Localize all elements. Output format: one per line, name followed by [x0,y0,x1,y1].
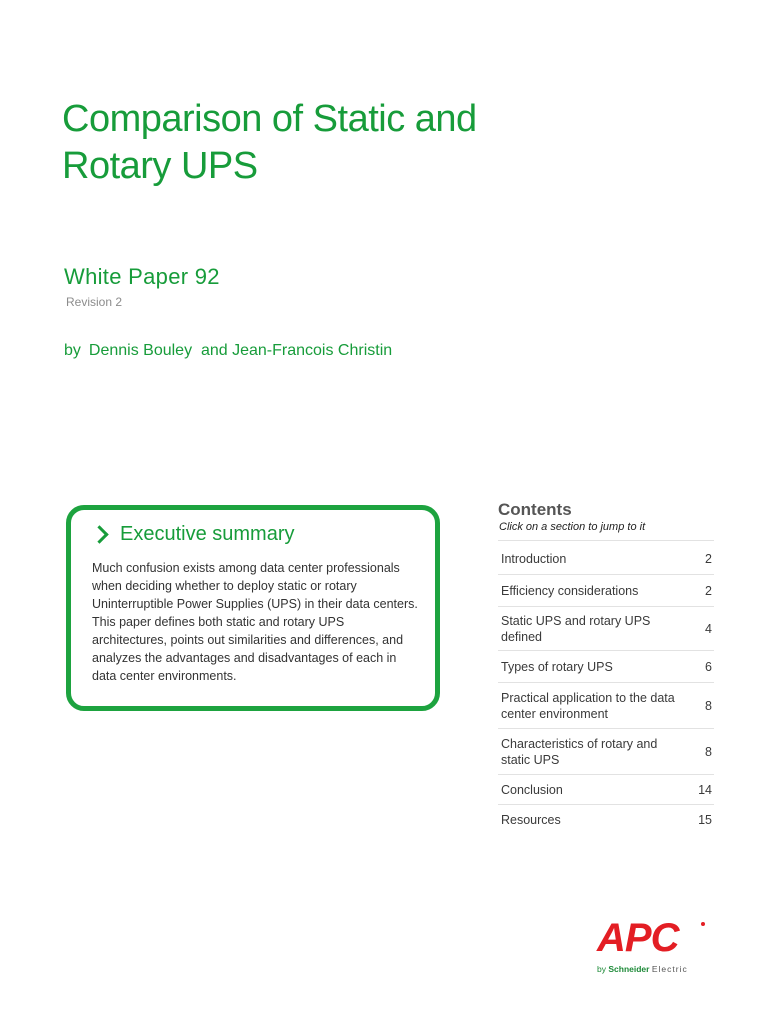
toc-item-label: Characteristics of rotary and static UPS [501,736,658,767]
toc-item-label: Static UPS and rotary UPS defined [501,613,651,644]
toc-item-page: 2 [705,583,712,598]
toc-item-label: Conclusion [501,782,563,797]
toc-item-label: Types of rotary UPS [501,659,613,674]
toc-item-page: 14 [698,782,712,797]
authors-prefix: by [64,342,81,359]
toc-item-page: 6 [705,659,712,674]
apc-wordmark: APC [597,916,679,960]
toc-item-label: Efficiency considerations [501,583,639,598]
toc-item-label: Practical application to the data center environment [501,690,675,721]
authors-names: Dennis Bouley and Jean-Francois Christin [88,342,393,359]
executive-summary-heading: Executive summary [120,523,295,545]
logo-by-text: by [597,964,606,974]
logo-company: Schneider [608,964,650,974]
toc-item-static-rotary-defined[interactable] [498,606,714,650]
toc-item-characteristics[interactable] [498,728,714,774]
document-title: Comparison of Static and Rotary UPS [62,98,477,187]
toc-item-efficiency[interactable] [498,574,714,606]
executive-summary-text: Much confusion exists among data center professionals when deciding whether to deploy static or rotary Uninterruptible Power Supplies (UPS) in their data centers. This paper defines both static and rotary UPS architectures, points out similarities and differences, and analyzes the advantages and disadvantages of each in data center environments. [92,561,418,683]
toc-item-label: Resources [501,812,561,827]
toc-item-page: 15 [698,812,712,827]
toc-item-page: 8 [705,698,712,713]
authors-line [64,342,392,360]
contents-subtitle: Click on a section to jump to it [499,521,646,533]
toc-item-types-rotary[interactable] [498,650,714,682]
toc-item-label: Introduction [501,551,567,566]
toc-item-page: 2 [705,551,712,566]
registered-mark-icon [701,922,705,926]
toc-item-page: 4 [705,621,712,636]
schneider-tagline [597,964,688,974]
contents-title: Contents [498,500,572,519]
apc-schneider-logo [597,918,709,978]
executive-summary-box [66,505,440,711]
executive-summary-header [93,523,295,546]
revision-label: Revision 2 [66,295,123,309]
toc-item-resources[interactable] [498,804,714,834]
toc-item-page: 8 [705,744,712,759]
logo-company-suffix: Electric [651,964,688,974]
toc-item-practical-application[interactable] [498,682,714,728]
white-paper-number: White Paper 92 [64,264,220,289]
toc-item-conclusion[interactable] [498,774,714,804]
toc-item-introduction[interactable] [498,540,714,576]
chevron-right-icon [90,525,108,543]
